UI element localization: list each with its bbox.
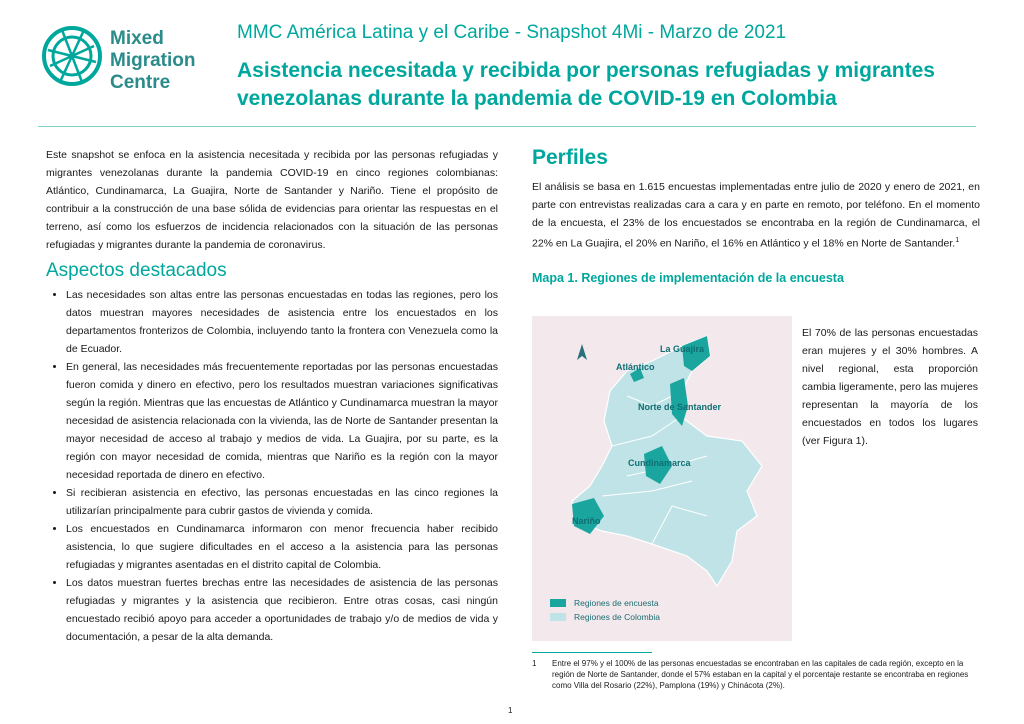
gender-paragraph: El 70% de las personas encuestadas eran mujeres y el 30% hombres. A nivel regional, esta proporción cambia ligeramente, pero las mujeres representan la mayoría de los encuestados en todos los lugares (ver Figura 1). xyxy=(802,327,978,447)
highlights-list xyxy=(46,286,498,646)
logo-wordmark xyxy=(110,28,196,94)
list-item: • Las necesidades son altas entre las personas encuestadas en todas las regiones, pero los datos muestran mayores necesidades de asistencia entre los encuestados en los departamentos fronterizos de Colombia, incluyendo tanto la frontera con Venezuela como la de Ecuador. xyxy=(66,286,498,358)
footnote xyxy=(532,658,982,691)
legend-item-colombia xyxy=(550,612,660,622)
right-column xyxy=(532,146,980,285)
globe-logo-icon xyxy=(40,24,104,88)
north-arrow-icon xyxy=(577,344,587,360)
map-label-norte-santander: Norte de Santander xyxy=(638,402,722,412)
map-label-cundinamarca: Cundinamarca xyxy=(628,458,691,468)
logo-line-1: Mixed xyxy=(110,28,164,49)
map-graphic xyxy=(532,316,792,641)
profiles-text: El análisis se basa en 1.615 encuestas implementadas entre julio de 2020 y enero de 2021, en parte con entrevistas realizadas cara a cara y en parte en remoto, por teléfono. En el momento de la encuesta, el 23% de los encuestados se encontraba en la región de Cundinamarca, el 22% en La Guajira, el 20% en Nariño, el 16% en Atlántico y el 18% en Norte de Santander. xyxy=(532,181,980,250)
legend-swatch-colombia xyxy=(550,613,566,621)
footnote-text: Entre el 97% y el 100% de las personas encuestadas se encontraban en las capitales de cada región, excepto en la región de Norte de Santander, donde el 57% estaban en la capital y el porcentaje restante se encontraba en regiones como Villa del Rosario (22%), Pamplona (19%) y Chinácota (2%). xyxy=(552,659,969,690)
intro-paragraph: Este snapshot se enfoca en la asistencia necesitada y recibida por las personas refugiadas y migrantes venezolanas durante la pandemia COVID-19 en cinco regiones colombianas: Atlántico, Cundinamarca, La Guajira, Norte de Santander y Nariño. Tiene el propósito de contribuir a la construcción de una base sólida de evidencias para orientar las respuestas en el terreno, así como los esfuerzos de incidencia relacionados con la situación de las personas refugiadas y migrantes durante la pandemia de coronavirus. xyxy=(46,149,498,251)
list-item: • Los datos muestran fuertes brechas entre las necesidades de asistencia de las personas refugiadas y migrantes y la asistencia que recibieron. Entre otras cosas, casi ningún encuestado recibió apoyo para acceder a oportunidades de trabajo y/o de medios de vida y documentación, a pesar de la alta demanda. xyxy=(66,574,498,646)
footnote-divider xyxy=(532,652,652,653)
legend-label-colombia: Regiones de Colombia xyxy=(574,612,660,622)
left-column xyxy=(46,146,498,646)
map-title: Mapa 1. Regiones de implementación de la encuesta xyxy=(532,270,844,285)
mmc-logo xyxy=(40,24,230,104)
logo-line-2: Migration xyxy=(110,50,196,71)
map-label-narino: Nariño xyxy=(572,516,601,526)
logo-line-3: Centre xyxy=(110,72,171,93)
list-item: • En general, las necesidades más frecuentemente reportadas por las personas encuestadas fueron comida y dinero en efectivo, pero los resultados muestran variaciones significativas según la región. Mientras que las encuestas de Atlántico y Cundinamarca muestran la mayor necesidad de asistencia relacionada con la vivienda, las de Norte de Santander presentan la mayor necesidad de acceso al trabajo y medios de vida. La Guajira, por su parte, es la región con mayor necesidad de comida, mientras que Nariño es la región con la mayor necesidad reportada de dinero en efectivo. xyxy=(66,358,498,484)
legend-item-survey xyxy=(550,598,660,608)
page-number: 1 xyxy=(508,706,513,715)
legend-label-survey: Regiones de encuesta xyxy=(574,598,659,608)
document-title: Asistencia necesitada y recibida por personas refugiadas y migrantes venezolanas durante la pandemia de COVID-19 en Colombia xyxy=(237,59,935,110)
list-item: • Los encuestados en Cundinamarca informaron con menor frecuencia haber recibido asistencia, lo que sugiere dificultades en el acceso a la asistencia para las personas refugiadas y migrantes asentadas en el distrito capital de Colombia. xyxy=(66,520,498,574)
profiles-paragraph xyxy=(532,178,980,253)
header-divider xyxy=(38,126,976,127)
footnote-number: 1 xyxy=(532,659,537,668)
footnote-ref: 1 xyxy=(955,237,960,244)
map-legend xyxy=(550,598,660,626)
map-label-la-guajira: La Guajira xyxy=(660,344,705,354)
legend-swatch-survey xyxy=(550,599,566,607)
profiles-heading: Perfiles xyxy=(532,146,608,169)
colombia-map xyxy=(532,316,792,641)
highlights-heading: Aspectos destacados xyxy=(46,260,227,281)
map-label-atlantico: Atlántico xyxy=(616,362,655,372)
list-item: • Si recibieran asistencia en efectivo, las personas encuestadas en las cinco regiones la utilizarían principalmente para cubrir gastos de vivienda y comida. xyxy=(66,484,498,520)
document-subtitle: MMC América Latina y el Caribe - Snapshot 4Mi - Marzo de 2021 xyxy=(237,22,787,43)
